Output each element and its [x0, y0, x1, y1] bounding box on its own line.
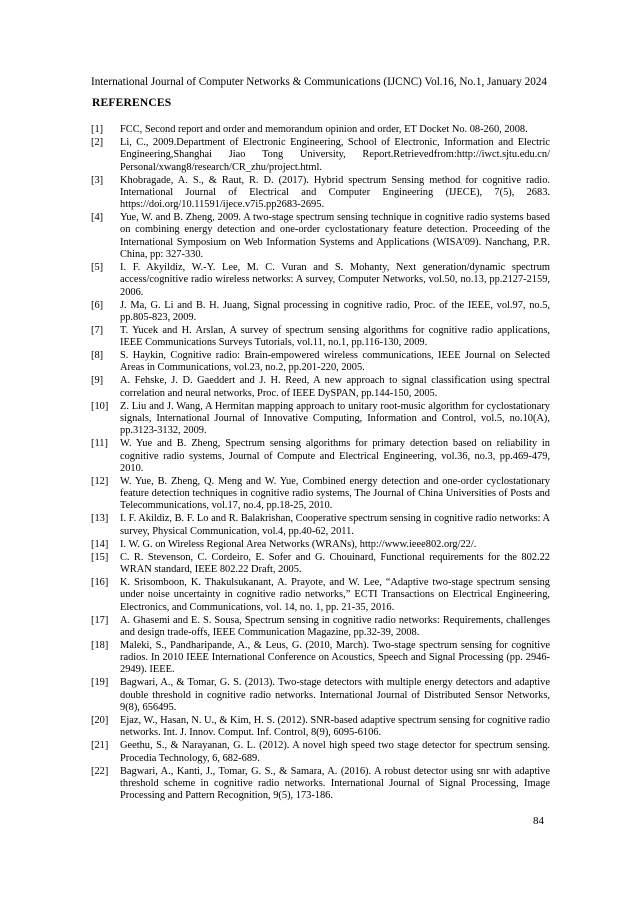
reference-item — [91, 175, 550, 212]
reference-item — [91, 137, 550, 174]
reference-item — [91, 539, 550, 551]
reference-text: T. Yucek and H. Arslan, A survey of spectrum sensing algorithms for cognitive radio applications, IEEE Communications Surveys Tutorials, vol.11, no.1, pp.116-130, 2009. — [120, 324, 550, 349]
reference-number: [10] — [91, 400, 109, 412]
reference-text: A. Ghasemi and E. S. Sousa, Spectrum sensing in cognitive radio networks: Requirements, challenges and design trade-offs, IEEE Communication Magazine, pp.32-39, 2008. — [120, 614, 550, 638]
reference-text: Maleki, S., Pandharipande, A., & Leus, G. (2010, March). Two-stage spectrum sensing for cognitive radios. In 2010 IEEE International Conference on Acoustics, Speech and Signal Processing (pp. 2946-2949). IEEE. — [120, 639, 550, 676]
reference-item — [91, 262, 550, 299]
reference-list — [91, 124, 550, 803]
reference-number: [8] — [91, 350, 104, 362]
reference-item — [91, 325, 550, 350]
reference-text: S. Haykin, Cognitive radio: Brain-empowered wireless communications, IEEE Journal on Selected Areas in Communications, vol.23, no.2, pp.201-220, 2005. — [120, 350, 550, 374]
reference-number: [5] — [91, 262, 104, 274]
reference-item — [91, 300, 550, 325]
reference-text: W. Yue and B. Zheng, Spectrum sensing algorithms for primary detection based on reliability in cognitive radio systems, Journal of Compute and Electrical Engineering, vol.36, no.3, pp.469-479, 2010. — [120, 438, 550, 474]
reference-item — [91, 766, 550, 803]
reference-text: I. F. Akyildiz, W.-Y. Lee, M. C. Vuran and S. Mohanty, Next generation/dynamic spectrum access/cognitive radio wireless networks: A survey, Computer Networks, vol.50, no.13, pp.2127-2159, 2006. — [120, 262, 550, 298]
reference-item — [91, 740, 550, 765]
reference-number: [13] — [91, 513, 109, 525]
reference-number: [19] — [91, 677, 109, 689]
reference-number: [16] — [91, 577, 109, 588]
reference-text: Li, C., 2009.Department of Electronic Engineering, School of Electronic, Information and Electric Engineering,Shanghai Jiao Tong University, Report.Retrievedfrom:http://iwct.sjtu.edu.cn/ Personal/xwang8/research/CR_zhu/project.html. — [120, 136, 550, 173]
reference-text: W. Yue, B. Zheng, Q. Meng and W. Yue, Combined energy detection and one-order cyclostationary feature detection techniques in cognitive radio systems, The Journal of China Universities of Posts and Telecommunications, vol.17, no.4, pp.18-25, 2010. — [120, 475, 550, 512]
reference-number: [20] — [91, 715, 109, 727]
reference-number: [7] — [91, 324, 104, 336]
running-header: International Journal of Computer Networks & Communications (IJCNC) Vol.16, No.1, January 2024 — [90, 76, 548, 88]
reference-number: [17] — [91, 614, 109, 626]
reference-item — [91, 615, 550, 640]
references-heading: REFERENCES — [92, 97, 172, 109]
reference-item — [91, 677, 550, 714]
reference-number: [4] — [91, 212, 104, 224]
reference-number: [6] — [91, 299, 104, 311]
reference-item — [91, 375, 550, 400]
reference-text: Khobragade, A. S., & Raut, R. D. (2017). Hybrid spectrum Sensing method for cognitive radio. International Journal of Electrical and Computer Engineering (IJECE), 7(5), 2683. https://doi.org/10.11591/ijece.v7i5.pp2683-2695. — [120, 174, 550, 211]
reference-item — [91, 124, 550, 136]
reference-number: [11] — [91, 438, 108, 450]
reference-text: Bagwari, A., Kanti, J., Tomar, G. S., & Samara, A. (2016). A robust detector using snr with adaptive threshold scheme in cognitive radio networks. International Journal of Signal Processing, Image Processing and Pattern Recognition, 9(5), 173-186. — [120, 765, 550, 802]
reference-item — [91, 476, 550, 513]
reference-text: Yue, W. and B. Zheng, 2009. A two-stage spectrum sensing technique in cognitive radio systems based on combining energy detection and one-order cyclostationary feature detection. Proceeding of the International Symposium on Web Information Systems and Applications (WISA'09). Nanchang, P.R. China, pp: 327-330. — [120, 212, 550, 261]
reference-number: [15] — [91, 551, 109, 563]
reference-number: [14] — [91, 538, 109, 550]
reference-text: Bagwari, A., & Tomar, G. S. (2013). Two-stage detectors with multiple energy detectors and adaptive double threshold in cognitive radio networks. International Journal of Distributed Sensor Networks, 9(8), 656495. — [120, 677, 550, 714]
reference-item — [91, 640, 550, 677]
reference-number: [9] — [91, 375, 104, 387]
reference-text: C. R. Stevenson, C. Cordeiro, E. Sofer and G. Chouinard, Functional requirements for the 802.22 WRAN standard, IEEE 802.22 Draft, 2005. — [120, 551, 550, 576]
reference-text: I. W. G. on Wireless Regional Area Networks (WRANs), http://www.ieee802.org/22/. — [120, 538, 477, 550]
reference-item — [91, 350, 550, 375]
page-number: 84 — [533, 815, 544, 827]
reference-item — [91, 401, 550, 438]
reference-number: [1] — [91, 124, 104, 135]
reference-item — [91, 577, 550, 614]
reference-text: FCC, Second report and order and memorandum opinion and order, ET Docket No. 08-260, 2008. — [120, 124, 528, 135]
reference-number: [22] — [91, 765, 109, 777]
reference-text: K. Srisomboon, K. Thakulsukanant, A. Prayote, and W. Lee, “Adaptive two-stage spectrum sensing under noise uncertainty in cognitive radio networks,” ECTI Transactions on Electrical Engineering, Electronics, and Communications, vol. 14, no. 1, pp. 21-35, 2016. — [120, 577, 550, 613]
reference-text: Geethu, S., & Narayanan, G. L. (2012). A novel high speed two stage detector for spectrum sensing. Procedia Technology, 6, 682-689. — [120, 740, 550, 764]
reference-item — [91, 513, 550, 538]
reference-text: A. Fehske, J. D. Gaeddert and J. H. Reed, A new approach to signal classification using spectral correlation and neural networks, Proc. of IEEE DySPAN, pp.144-150, 2005. — [120, 375, 550, 399]
reference-item — [91, 212, 550, 261]
reference-number: [3] — [91, 174, 104, 186]
reference-text: Ejaz, W., Hasan, N. U., & Kim, H. S. (2012). SNR-based adaptive spectrum sensing for cognitive radio networks. Int. J. Innov. Comput. Inf. Control, 8(9), 6095-6106. — [120, 715, 550, 739]
reference-number: [18] — [91, 639, 109, 651]
reference-text: I. F. Akildiz, B. F. Lo and R. Balakrishan, Cooperative spectrum sensing in cognitive radio networks: A survey, Physical Communication, vol.4, pp.40-62, 2011. — [120, 513, 550, 537]
reference-text: Z. Liu and J. Wang, A Hermitan mapping approach to unitary root-music algorithm for cyclostationary signals, International Journal of Innovative Computing, Information and Control, vol.5, no.10(A), pp.3123-3132, 2009. — [120, 400, 550, 437]
reference-text: J. Ma, G. Li and B. H. Juang, Signal processing in cognitive radio, Proc. of the IEEE, vol.97, no.5, pp.805-823, 2009. — [120, 299, 550, 323]
reference-number: [12] — [91, 475, 109, 487]
reference-item — [91, 438, 550, 475]
reference-item — [91, 552, 550, 577]
reference-number: [2] — [91, 136, 104, 148]
reference-number: [21] — [91, 740, 109, 752]
reference-item — [91, 715, 550, 740]
